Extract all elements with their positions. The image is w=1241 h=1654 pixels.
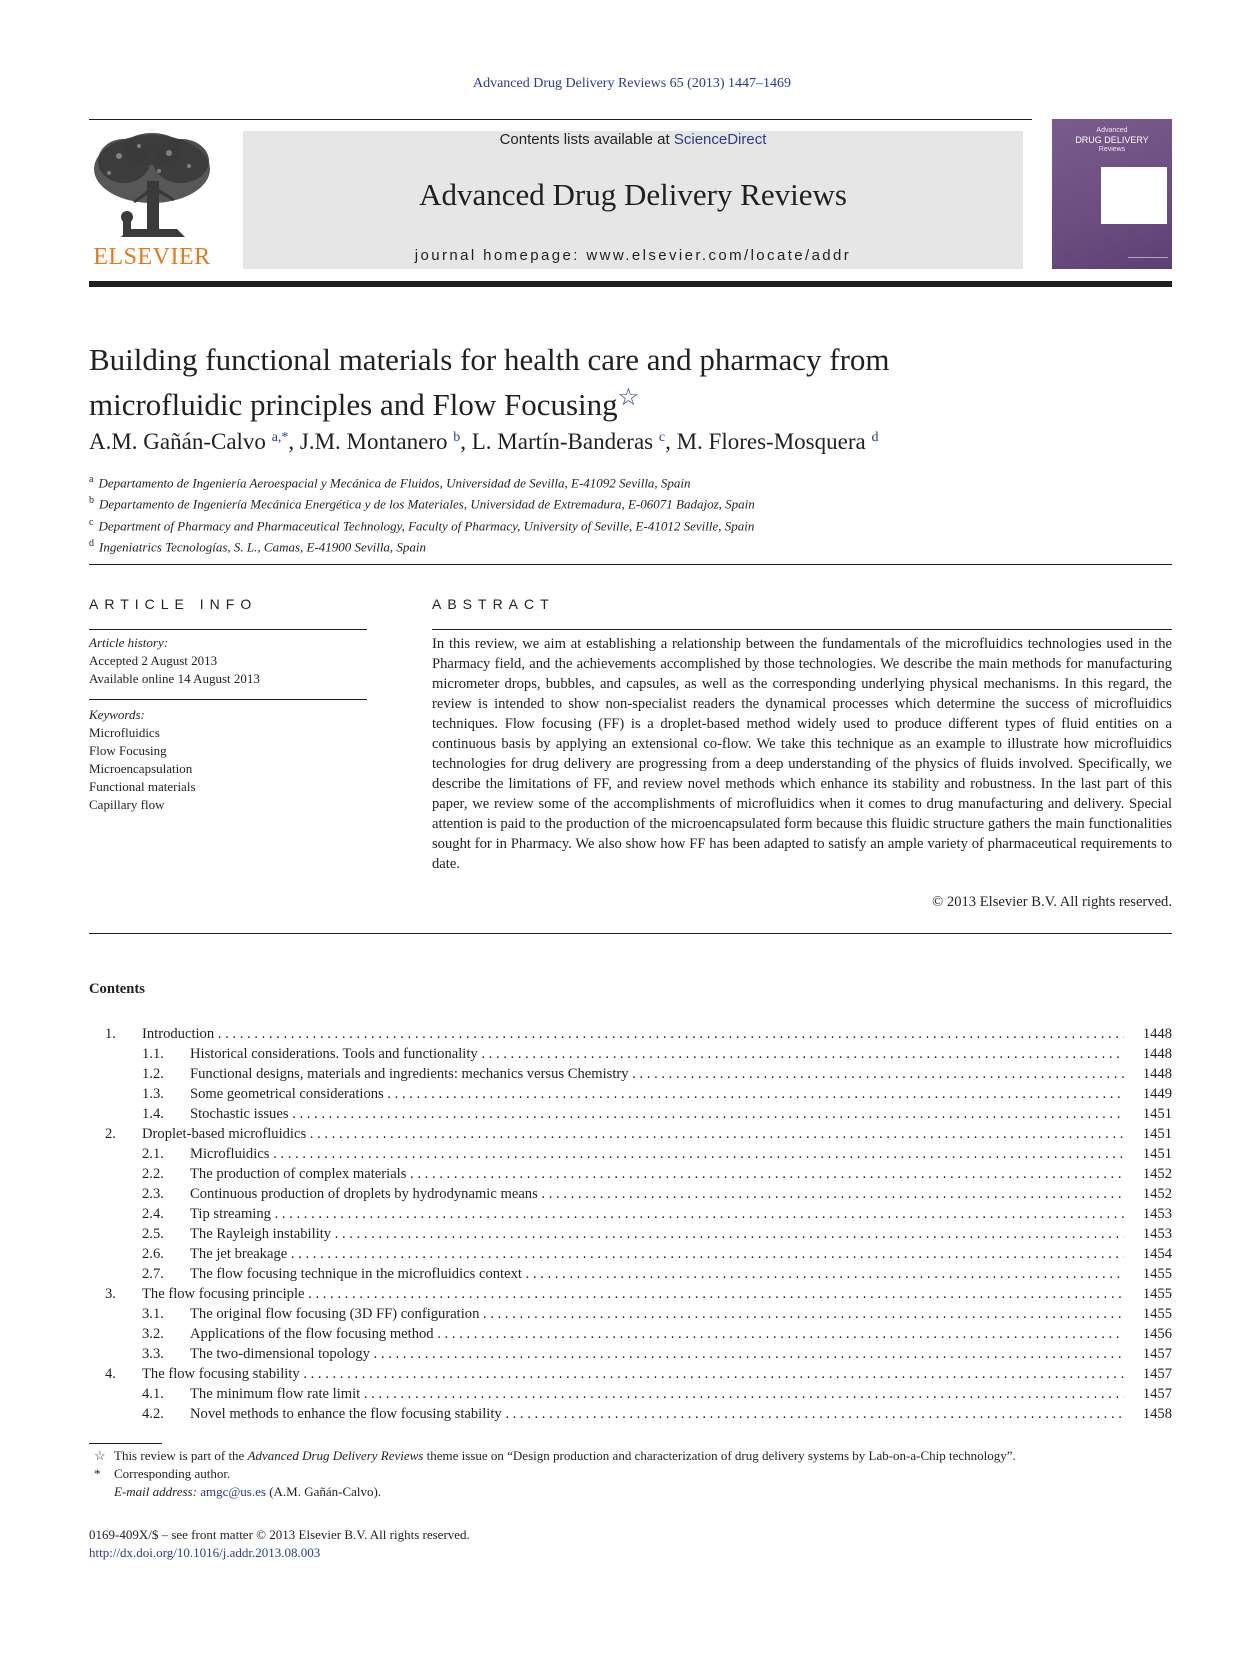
footnote-email (89, 1483, 1172, 1501)
toc-number: 2.4. (142, 1206, 164, 1222)
affiliation-item (89, 514, 1089, 535)
elsevier-tree-icon (89, 131, 215, 241)
issn-line: 0169-409X/$ – see front matter © 2013 Elsevier B.V. All rights reserved. (89, 1527, 470, 1542)
toc-entry[interactable] (89, 1104, 1172, 1124)
author-name: , J.M. Montanero (288, 429, 454, 454)
affiliation-mark: d (89, 537, 94, 549)
article-history (89, 634, 369, 688)
keyword-item: Capillary flow (89, 797, 165, 812)
author-name: , L. Martín-Banderas (460, 429, 659, 454)
toc-label[interactable]: The flow focusing technique in the microfluidics context . . . (190, 1264, 1124, 1284)
toc-entry[interactable] (89, 1044, 1172, 1064)
abstract-heading: ABSTRACT (432, 596, 555, 612)
toc-entry[interactable] (89, 1184, 1172, 1204)
toc-number: 2.3. (142, 1186, 164, 1202)
keyword-item: Flow Focusing (89, 743, 167, 758)
toc-label[interactable]: Applications of the flow focusing method . . . (190, 1324, 1124, 1344)
toc-page-number: 1455 (1128, 1304, 1172, 1324)
table-of-contents (89, 1024, 1172, 1424)
footnote-star-icon: ☆ (94, 1448, 106, 1463)
cover-small-text: Advanced (1096, 127, 1128, 134)
footnote-asterisk: * (94, 1466, 101, 1481)
toc-page-number: 1451 (1128, 1124, 1172, 1144)
toc-entry[interactable] (89, 1264, 1172, 1284)
affiliation-mark: c (89, 516, 94, 528)
keyword-item: Microencapsulation (89, 761, 193, 776)
corresponding-text: Corresponding author. (114, 1466, 231, 1481)
toc-page-number: 1458 (1128, 1404, 1172, 1424)
contents-available-line (243, 131, 1023, 148)
sciencedirect-link[interactable]: ScienceDirect (673, 131, 767, 148)
toc-page-number: 1455 (1128, 1264, 1172, 1284)
toc-page-number: 1453 (1128, 1204, 1172, 1224)
toc-entry[interactable] (89, 1384, 1172, 1404)
journal-citation-link[interactable]: Advanced Drug Delivery Reviews 65 (2013) 1447–1469 (472, 76, 792, 91)
cover-image-box (1101, 167, 1167, 224)
keyword-item: Microfluidics (89, 725, 160, 740)
toc-number: 4.2. (142, 1406, 164, 1422)
toc-number: 2.1. (142, 1146, 164, 1162)
journal-homepage[interactable]: journal homepage: www.elsevier.com/locate/addr (414, 247, 852, 264)
affiliation-list (89, 471, 1089, 556)
toc-page-number: 1448 (1128, 1044, 1172, 1064)
abstract-rule (432, 629, 1172, 630)
author-list (89, 429, 1169, 455)
title-line-2 (89, 379, 949, 424)
toc-number: 4.1. (142, 1386, 164, 1402)
email-label: E-mail address: (114, 1484, 201, 1499)
toc-label[interactable]: The production of complex materials . . . (190, 1164, 1124, 1184)
author-affiliation-link[interactable]: a,* (271, 430, 289, 445)
affiliation-item (89, 471, 1089, 492)
footnote-rule (89, 1443, 162, 1444)
toc-entry[interactable] (89, 1144, 1172, 1164)
cover-title: DRUG DELIVERY (1075, 135, 1149, 145)
toc-label[interactable]: Microfluidics . . . (190, 1144, 1124, 1164)
toc-entry[interactable] (89, 1164, 1172, 1184)
article-info-heading: ARTICLE INFO (89, 596, 258, 612)
contents-available-text: Contents lists available at (499, 131, 674, 148)
toc-number: 2.7. (142, 1266, 164, 1282)
toc-number: 4. (105, 1366, 116, 1382)
toc-label[interactable]: The jet breakage . . . (190, 1244, 1124, 1264)
toc-page-number: 1451 (1128, 1104, 1172, 1124)
accepted-date: Accepted 2 August 2013 (89, 653, 218, 668)
footnotes (89, 1447, 1172, 1501)
toc-page-number: 1456 (1128, 1324, 1172, 1344)
toc-entry[interactable] (89, 1364, 1172, 1384)
toc-label[interactable]: The two-dimensional topology . . . (190, 1344, 1124, 1364)
toc-entry[interactable] (89, 1124, 1172, 1144)
toc-entry[interactable] (89, 1244, 1172, 1264)
author-name: A.M. Gañán-Calvo (89, 429, 272, 454)
toc-label[interactable]: Introduction . . . (142, 1024, 1124, 1044)
affiliation-text: Department of Pharmacy and Pharmaceutical Technology, Faculty of Pharmacy, University of Seville, E-41012 Seville, Spain (98, 517, 755, 533)
article-title (89, 341, 949, 424)
journal-cover-thumbnail[interactable] (1052, 119, 1172, 269)
toc-label[interactable]: The original flow focusing (3D FF) configuration . . . (190, 1304, 1124, 1324)
toc-number: 1.3. (142, 1086, 164, 1102)
front-matter (89, 1526, 470, 1562)
cover-divider (1128, 257, 1168, 258)
toc-page-number: 1457 (1128, 1364, 1172, 1384)
header-thick-rule (89, 281, 1172, 287)
toc-label[interactable]: Tip streaming . . . (190, 1204, 1124, 1224)
elsevier-wordmark: ELSEVIER (93, 244, 211, 270)
toc-label[interactable]: Novel methods to enhance the flow focusing stability . . . (190, 1404, 1124, 1424)
title-line-2-text: microfluidic principles and Flow Focusing (89, 387, 618, 422)
toc-label[interactable]: The Rayleigh instability . . . (190, 1224, 1124, 1244)
toc-page-number: 1453 (1128, 1224, 1172, 1244)
toc-label[interactable]: The flow focusing stability . . . (142, 1364, 1124, 1384)
history-label: Article history: (89, 635, 169, 650)
abstract-copyright: © 2013 Elsevier B.V. All rights reserved. (932, 894, 1172, 910)
toc-page-number: 1448 (1128, 1024, 1172, 1044)
toc-page-number: 1451 (1128, 1144, 1172, 1164)
toc-number: 1.4. (142, 1106, 164, 1122)
toc-entry[interactable] (89, 1224, 1172, 1244)
toc-number: 1.2. (142, 1066, 164, 1082)
toc-number: 2.2. (142, 1166, 164, 1182)
toc-entry[interactable] (89, 1284, 1172, 1304)
title-line-1: Building functional materials for health care and pharmacy from (89, 342, 890, 377)
toc-page-number: 1455 (1128, 1284, 1172, 1304)
affiliation-mark: a (89, 474, 94, 485)
toc-entry[interactable] (89, 1304, 1172, 1324)
affiliation-text: Ingeniatrics Tecnologías, S. L., Camas, E-41900 Sevilla, Spain (99, 539, 427, 555)
cover-subtitle: Reviews (1098, 146, 1126, 153)
email-link[interactable]: amgc@us.es (200, 1484, 266, 1499)
toc-label[interactable]: Continuous production of droplets by hydrodynamic means . . . (190, 1184, 1124, 1204)
affiliation-item (89, 492, 1089, 513)
journal-name: Advanced Drug Delivery Reviews (419, 177, 847, 212)
toc-page-number: 1452 (1128, 1184, 1172, 1204)
toc-number: 1.1. (142, 1046, 164, 1062)
affiliation-mark: b (89, 495, 94, 507)
affiliation-item (89, 535, 1089, 556)
footnote-text: theme issue on “Design production and characterization of drug delivery systems by Lab-on-a-Chip technology”. (423, 1448, 1016, 1463)
toc-label[interactable]: The minimum flow rate limit . . . (190, 1384, 1124, 1404)
toc-page-number: 1448 (1128, 1064, 1172, 1084)
toc-number: 3.1. (142, 1306, 164, 1322)
toc-label[interactable]: Droplet-based microfluidics . . . (142, 1124, 1124, 1144)
author-name: , M. Flores-Mosquera (665, 429, 872, 454)
toc-entry[interactable] (89, 1324, 1172, 1344)
abstract-text: In this review, we aim at establishing a relationship between the fundamentals of the microfluidics technologies used in the Pharmacy field, and the achievements accomplished by those technologies. We describe the main methods for manufacturing micrometer drops, bubbles, and capsules, as well as the corresponding underlying physical mechanisms. In this regard, the review is intended to show non-specialist readers the dynamical processes which determine the success of microfluidics techniques. Flow focusing (FF) is a droplet-based method widely used to produce different types of fluid entities on a continuous basis by applying an extensional co-flow. We take this technique as an example to illustrate how microfluidics technologies for drug delivery are progressing from a deep understanding of the physics of fluids involved. Specifically, we describe the limitations of FF, and review novel methods which enhance its stability and robustness. In the last part of this paper, we review some of the accomplishments of microfluidics when it comes to drug manufacturing and delivery. Special attention is paid to the production of the microencapsulated form because this fluidic structure gathers the main functionalities sought for in Pharmacy. We also show how FF has been adapted to satisfy an ample variety of pharmaceutical requirements to date. (432, 636, 1172, 872)
doi-link[interactable]: http://dx.doi.org/10.1016/j.addr.2013.08.003 (89, 1545, 321, 1560)
keywords-rule (89, 699, 367, 700)
toc-label[interactable]: Historical considerations. Tools and functionality . . . (190, 1044, 1124, 1064)
author-affiliation-link[interactable]: b (453, 430, 461, 445)
header-top-rule (89, 119, 1032, 120)
footnote-text: This review is part of the (114, 1448, 248, 1463)
title-footnote-star-icon[interactable]: ☆ (617, 385, 640, 411)
toc-page-number: 1449 (1128, 1084, 1172, 1104)
toc-label[interactable]: The flow focusing principle . . . (142, 1284, 1124, 1304)
toc-page-number: 1452 (1128, 1164, 1172, 1184)
toc-page-number: 1457 (1128, 1384, 1172, 1404)
author-affiliation-link[interactable]: c (658, 430, 666, 445)
toc-number: 2.6. (142, 1246, 164, 1262)
author-affiliation-link[interactable]: d (871, 430, 879, 445)
toc-entry[interactable] (89, 1344, 1172, 1364)
toc-number: 2. (105, 1126, 116, 1142)
toc-entry[interactable] (89, 1204, 1172, 1224)
toc-page-number: 1457 (1128, 1344, 1172, 1364)
footnote-corresponding (89, 1465, 1172, 1483)
toc-entry[interactable] (89, 1064, 1172, 1084)
article-info-rule (89, 629, 367, 630)
toc-number: 3.3. (142, 1346, 164, 1362)
section-rule (89, 564, 1172, 565)
keyword-item: Functional materials (89, 779, 196, 794)
affiliation-text: Departamento de Ingeniería Aeroespacial y Mecánica de Fluidos, Universidad de Sevilla, E-41092 Sevilla, Spain (98, 475, 691, 491)
toc-entry[interactable] (89, 1404, 1172, 1424)
toc-number: 1. (105, 1026, 116, 1042)
toc-number: 3. (105, 1286, 116, 1302)
email-owner: (A.M. Gañán-Calvo). (265, 1484, 382, 1499)
toc-label[interactable]: Stochastic issues . . . (190, 1104, 1124, 1124)
keywords-block (89, 706, 369, 814)
toc-number: 3.2. (142, 1326, 164, 1342)
toc-page-number: 1454 (1128, 1244, 1172, 1264)
toc-entry[interactable] (89, 1024, 1172, 1044)
affiliation-text: Departamento de Ingeniería Mecánica Energética y de los Materiales, Universidad de Extremadura, E-06071 Badajoz, Spain (99, 496, 755, 512)
toc-label[interactable]: Some geometrical considerations . . . (190, 1084, 1124, 1104)
footnote-journal: Advanced Drug Delivery Reviews (247, 1448, 424, 1463)
toc-label[interactable]: Functional designs, materials and ingredients: mechanics versus Chemistry . . . (190, 1064, 1124, 1084)
contents-heading: Contents (89, 981, 145, 997)
online-date: Available online 14 August 2013 (89, 671, 260, 686)
section-rule (89, 933, 1172, 934)
keywords-label: Keywords: (89, 707, 145, 722)
toc-entry[interactable] (89, 1084, 1172, 1104)
footnote-theme-issue (89, 1447, 1172, 1465)
toc-number: 2.5. (142, 1226, 164, 1242)
